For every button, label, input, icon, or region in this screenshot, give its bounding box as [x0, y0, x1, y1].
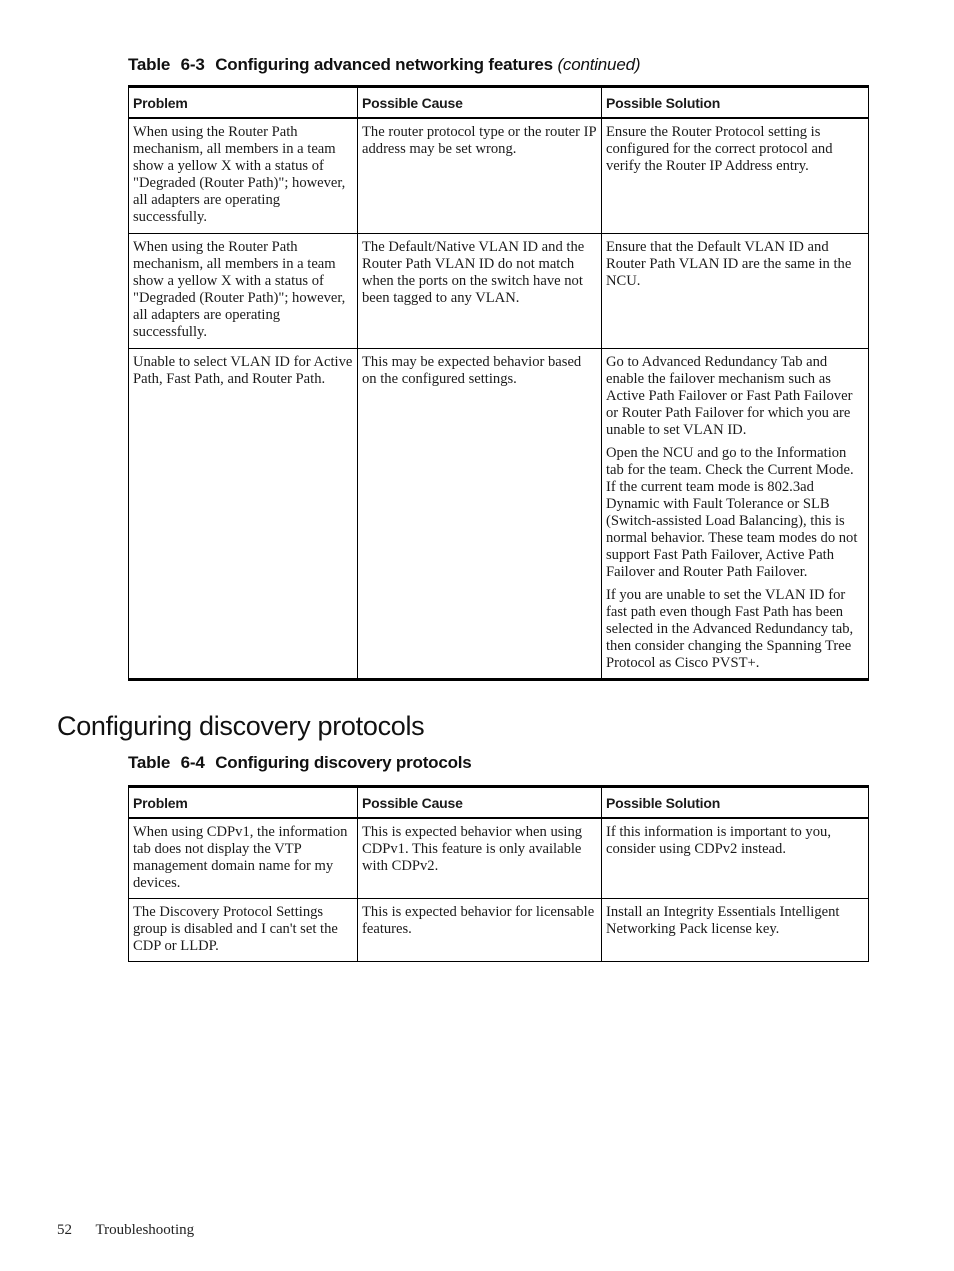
problem-cell: When using the Router Path mechanism, all members in a team show a yellow X with a status of "Degraded (Router Path)"; however, all adapters are operating successfully. — [129, 234, 358, 349]
cause-cell: This is expected behavior for licensable features. — [358, 899, 602, 962]
header-possible-cause: Possible Cause — [358, 87, 602, 119]
section-heading: Configuring discovery protocols — [57, 711, 425, 741]
table-label: Table — [128, 753, 171, 772]
footer-section: Troubleshooting — [95, 1222, 195, 1238]
table-row — [129, 118, 869, 234]
table-6-3-caption — [128, 55, 640, 75]
cause-cell: The Default/Native VLAN ID and the Router Path VLAN ID do not match when the ports on the switch have not been tagged to any VLAN. — [358, 234, 602, 349]
cause-cell: This is expected behavior when using CDPv1. This feature is only available with CDPv2. — [358, 818, 602, 899]
table-row — [129, 234, 869, 349]
cause-cell: This may be expected behavior based on the configured settings. — [358, 349, 602, 680]
solution-paragraph: If you are unable to set the VLAN ID for fast path even though Fast Path has been selected in the Advanced Redundancy tab, then consider changing the Spanning Tree Protocol as Cisco PVST+. — [606, 587, 854, 671]
solution-paragraph: Install an Integrity Essentials Intelligent Networking Pack license key. — [606, 904, 840, 937]
solution-paragraph: Ensure the Router Protocol setting is configured for the correct protocol and verify the Router IP Address entry. — [606, 124, 833, 174]
solution-paragraph: If this information is important to you, consider using CDPv2 instead. — [606, 824, 831, 857]
advanced-networking-table — [128, 85, 869, 681]
cause-cell: The router protocol type or the router IP address may be set wrong. — [358, 118, 602, 234]
solution-paragraph: Ensure that the Default VLAN ID and Router Path VLAN ID are the same in the NCU. — [606, 239, 852, 289]
solution-cell — [602, 899, 869, 962]
header-problem: Problem — [129, 787, 358, 819]
table-row — [129, 818, 869, 899]
problem-cell: The Discovery Protocol Settings group is disabled and I can't set the CDP or LLDP. — [129, 899, 358, 962]
table-title: Configuring discovery protocols — [215, 753, 472, 772]
solution-paragraph: Go to Advanced Redundancy Tab and enable the failover mechanism such as Active Path Failover or Fast Path Failover or Router Path Failover for which you are unable to set VLAN ID. — [606, 354, 853, 438]
table-header-row — [129, 787, 869, 819]
solution-cell — [602, 349, 869, 680]
solution-cell — [602, 234, 869, 349]
solution-cell — [602, 818, 869, 899]
header-possible-solution: Possible Solution — [602, 87, 869, 119]
header-problem: Problem — [129, 87, 358, 119]
table-label: Table — [128, 55, 171, 74]
solution-cell — [602, 118, 869, 234]
table-title: Configuring advanced networking features — [215, 55, 553, 74]
discovery-protocols-table — [128, 785, 869, 962]
problem-cell: Unable to select VLAN ID for Active Path, Fast Path, and Router Path. — [129, 349, 358, 680]
continued-note: (continued) — [557, 55, 641, 74]
table-row — [129, 349, 869, 680]
header-possible-cause: Possible Cause — [358, 787, 602, 819]
table-row — [129, 899, 869, 962]
table-6-4-caption — [128, 753, 472, 773]
table-number: 6-3 — [180, 55, 205, 74]
problem-cell: When using CDPv1, the information tab does not display the VTP management domain name for my devices. — [129, 818, 358, 899]
page-number: 52 — [57, 1222, 72, 1238]
solution-paragraph: Open the NCU and go to the Information tab for the team. Check the Current Mode. If the current team mode is 802.3ad Dynamic with Fault Tolerance or SLB (Switch-assisted Load Balancing), this is normal behavior. These team modes do not support Fast Path Failover, Active Path Failover and Router Path Failover. — [606, 445, 858, 580]
table-number: 6-4 — [180, 753, 205, 772]
problem-cell: When using the Router Path mechanism, all members in a team show a yellow X with a status of "Degraded (Router Path)"; however, all adapters are operating successfully. — [129, 118, 358, 234]
page-footer — [57, 1222, 194, 1239]
header-possible-solution: Possible Solution — [602, 787, 869, 819]
table-header-row — [129, 87, 869, 119]
